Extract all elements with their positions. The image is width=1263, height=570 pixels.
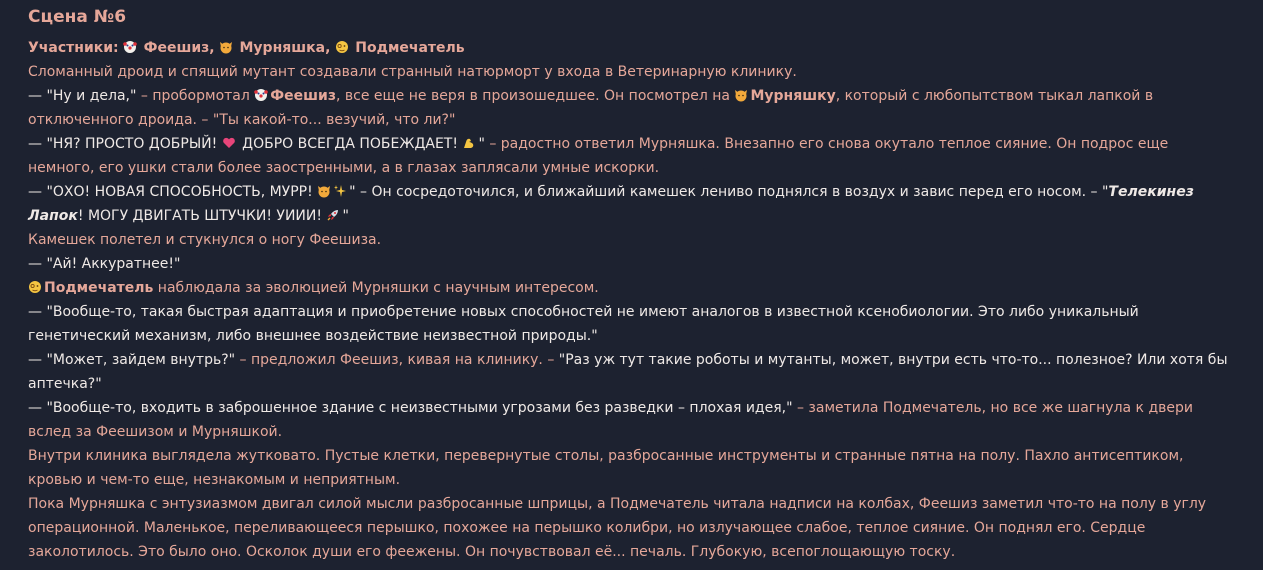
- dialogue: — "Вообще-то, входить в заброшенное здание с неизвестными угрозами без разведки – плохая идея,": [28, 400, 793, 416]
- text-line: вслед за Феешизом и Мурняшкой.: [28, 424, 283, 440]
- participant-podmechatel: Подмечатель: [355, 40, 465, 56]
- rocket-icon: [326, 208, 340, 222]
- dialogue-line: — "Ай! Аккуратнее!": [28, 256, 181, 272]
- scene-title: Сцена №6: [28, 7, 127, 27]
- dialogue: "Раз уж тут такие роботы и мутанты, может, внутри есть что-то... полезное? Или хотя бы: [558, 352, 1228, 368]
- paragraph-4: [28, 180, 1238, 228]
- text: наблюдала за эволюцией Мурняшки с научным интересом.: [153, 280, 599, 296]
- dialogue: — "Ну и дела,": [28, 88, 137, 104]
- cat-face-icon: [317, 184, 331, 198]
- dialogue: — "Может, зайдем внутрь?": [28, 352, 236, 368]
- text: , все еще не веря в произошедшее. Он посмотрел на: [335, 88, 735, 104]
- cat-face-icon: [734, 88, 748, 102]
- dialogue: ": [478, 136, 485, 152]
- dialogue: ДОБРО ВСЕГДА ПОБЕЖДАЕТ!: [242, 136, 458, 152]
- participants-line: [28, 36, 1238, 60]
- clown-face-icon: [254, 88, 268, 102]
- clown-face-icon: [123, 40, 137, 54]
- text-line: Пока Мурняшка с энтузиазмом двигал силой мысли разбросанные шприцы, а Подмечатель читала надписи на колбах, Феешиз заметил что-то на полу в углу: [28, 496, 1207, 512]
- paragraph-2: [28, 84, 1238, 132]
- dialogue: — "НЯ? ПРОСТО ДОБРЫЙ!: [28, 136, 218, 152]
- text-line: заколотилось. Это было оно. Осколок души его феежены. Он почувствовал её... печаль. Глубокую, всепоглощающую тоску.: [28, 544, 956, 560]
- ability-name: Лапок: [28, 208, 78, 224]
- paragraph-1: [28, 60, 1238, 84]
- text-line: Сломанный дроид и спящий мутант создавали странный натюрморт у входа в Ветеринарную клинику.: [28, 64, 797, 80]
- dialogue: — "ОХО! НОВАЯ СПОСОБНОСТЬ, МУРР!: [28, 184, 313, 200]
- text-line: операционной. Маленькое, переливающееся перышко, похожее на перышко колибри, но излучающее слабое, теплое сияние. Он поднял его. Сердце: [28, 520, 1146, 536]
- paragraph-10: [28, 396, 1238, 444]
- text: – радостно ответил Мурняшка. Внезапно его снова окутало теплое сияние. Он подрос еще: [484, 136, 1169, 152]
- ability-name: Телекинез: [1108, 184, 1194, 200]
- paragraph-6: [28, 252, 1238, 276]
- paragraph-8: [28, 300, 1238, 348]
- text: – предложил Феешиз, кивая на клинику. –: [235, 352, 559, 368]
- paragraph-11: [28, 444, 1238, 492]
- dialogue: ! МОГУ ДВИГАТЬ ШТУЧКИ! УИИИ!: [77, 208, 322, 224]
- cat-face-icon: [219, 40, 233, 54]
- text: – пробормотал: [136, 88, 255, 104]
- name-feeshiz: Феешиз: [270, 88, 336, 104]
- participant-feeshiz: Феешиз: [143, 40, 210, 56]
- text-line: отключенного дроида. – "Ты какой-то... везучий, что ли?": [28, 112, 456, 128]
- participants-label: Участники:: [28, 40, 119, 56]
- dialogue: " – Он сосредоточился, и ближайший камешек лениво поднялся в воздух и завис перед его носом. – ": [349, 184, 1109, 200]
- dialogue-line: генетический механизм, либо внешнее воздействие неизвестной природы.": [28, 328, 598, 344]
- heart-icon: [222, 136, 236, 150]
- text-line: кровью и чем-то еще, незнакомым и неприятным.: [28, 472, 401, 488]
- sparkles-icon: [333, 184, 347, 198]
- text-line: немного, его ушки стали более заостренными, а в глазах заплясали умные искорки.: [28, 160, 660, 176]
- participant-murnyashka: Мурняшка: [239, 40, 326, 56]
- text: , который с любопытством тыкал лапкой в: [835, 88, 1154, 104]
- paragraph-9: [28, 348, 1238, 396]
- text-line: Внутри клиника выглядела жутковато. Пустые клетки, перевернутые столы, разбросанные инструменты и странные пятна на полу. Пахло антисептиком,: [28, 448, 1184, 464]
- paragraph-3: [28, 132, 1238, 180]
- separator: ,: [209, 40, 215, 56]
- text-line: Камешек полетел и стукнулся о ногу Феешиза.: [28, 232, 382, 248]
- name-podmechatel: Подмечатель: [44, 280, 154, 296]
- dialogue: ": [342, 208, 349, 224]
- dialogue-line: аптечка?": [28, 376, 102, 392]
- paragraph-5: [28, 228, 1238, 252]
- flexed-biceps-icon: [462, 136, 476, 150]
- text: – заметила Подмечатель, но все же шагнула к двери: [792, 400, 1193, 416]
- face-with-monocle-icon: [28, 280, 42, 294]
- dialogue-line: — "Вообще-то, такая быстрая адаптация и приобретение новых способностей не имеют аналогов в известной ксенобиологии. Это либо уникальный: [28, 304, 1139, 320]
- name-murnyashka: Мурняшку: [750, 88, 836, 104]
- paragraph-7: [28, 276, 1238, 300]
- paragraph-12: [28, 492, 1238, 564]
- face-with-monocle-icon: [335, 40, 349, 54]
- separator: ,: [325, 40, 331, 56]
